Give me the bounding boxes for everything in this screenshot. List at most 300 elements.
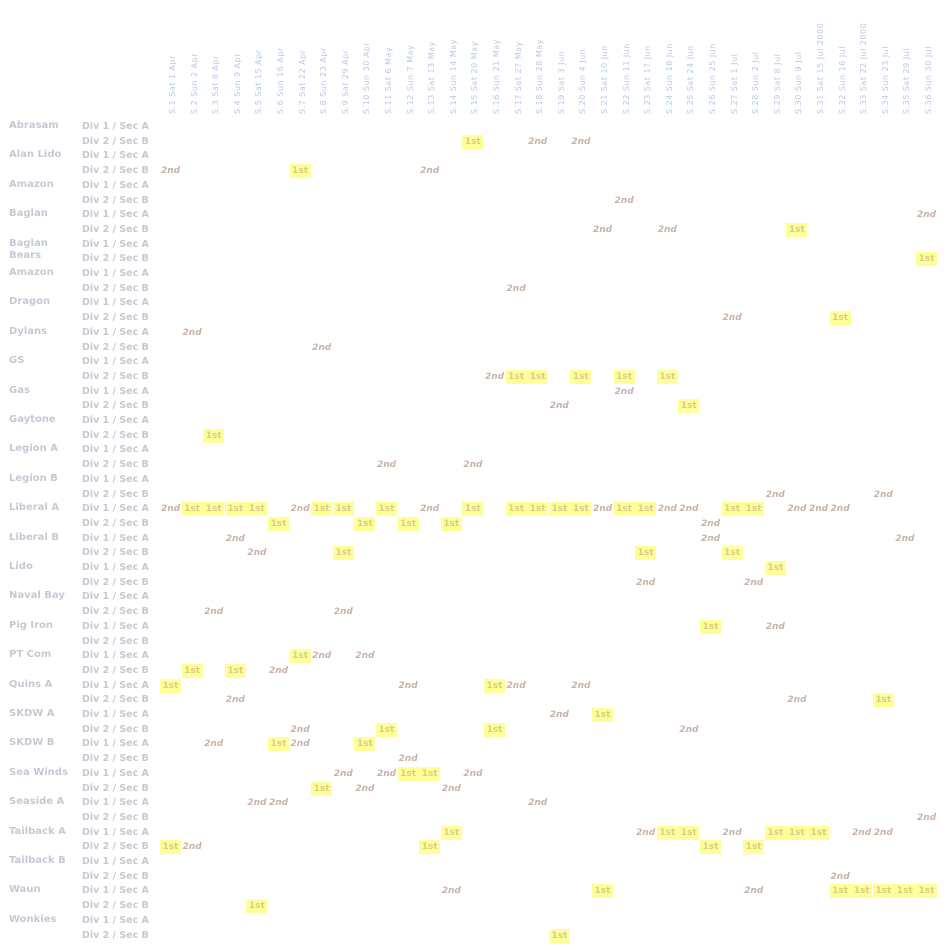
division-label: Div 1 / Sec A	[82, 444, 149, 456]
first-place-mark: 1st	[916, 884, 937, 898]
first-place-mark: 1st	[268, 517, 289, 531]
table-row	[0, 179, 945, 194]
division-label: Div 2 / Sec B	[82, 400, 149, 412]
second-place-mark: 2nd	[247, 798, 267, 809]
table-row	[0, 355, 945, 370]
team-name: Sea Winds	[9, 766, 68, 778]
second-place-mark: 2nd	[549, 710, 569, 720]
team-name: Abrasam	[9, 120, 59, 131]
first-place-mark: 1st	[592, 884, 613, 898]
division-label: Div 1 / Sec A	[82, 503, 149, 515]
column-header-5	[246, 0, 268, 114]
column-header-32	[830, 0, 852, 114]
table-row	[0, 120, 945, 135]
team-name: Amazon	[9, 267, 54, 278]
team-name: Quins A	[9, 678, 53, 690]
first-place-mark: 1st	[570, 370, 591, 384]
second-place-mark: 2nd	[376, 768, 397, 779]
division-label: Div 2 / Sec B	[82, 782, 149, 794]
division-label: Div 2 / Sec B	[82, 841, 149, 853]
first-place-mark: 1st	[246, 502, 267, 516]
column-label: S.27 Sat 1 Jul	[729, 53, 739, 114]
division-label: Div 2 / Sec B	[82, 664, 149, 676]
column-header-8	[311, 0, 333, 114]
column-header-33	[851, 0, 873, 114]
second-place-mark: 2nd	[355, 783, 375, 794]
first-place-mark: 1st	[765, 826, 786, 840]
first-place-mark: 1st	[225, 664, 246, 678]
second-place-mark: 2nd	[506, 283, 526, 294]
division-label: Div 1 / Sec A	[82, 532, 149, 544]
first-place-mark: 1st	[462, 502, 483, 516]
division-label: Div 1 / Sec A	[82, 767, 149, 779]
column-label: S.22 Sun 11 Jun	[621, 43, 631, 114]
team-name: GS	[9, 355, 25, 367]
table-row	[0, 767, 945, 782]
second-place-mark: 2nd	[830, 504, 850, 515]
second-place-mark: 2nd	[765, 489, 785, 500]
column-label: S.3 Sat 8 Apr	[211, 55, 221, 114]
table-row	[0, 370, 945, 385]
first-place-mark: 1st	[441, 517, 462, 531]
first-place-mark: 1st	[354, 517, 375, 531]
table-row	[0, 385, 945, 400]
second-place-mark: 2nd	[268, 798, 289, 809]
second-place-mark: 2nd	[376, 460, 397, 471]
team-name: Wonkies	[9, 913, 57, 925]
team-name: Tailback B	[9, 855, 66, 866]
column-header-20	[570, 0, 592, 114]
first-place-mark: 1st	[506, 502, 527, 516]
table-row	[0, 473, 945, 488]
division-label: Div 1 / Sec A	[82, 797, 149, 809]
division-label: Div 1 / Sec A	[82, 209, 149, 221]
column-header-21	[592, 0, 614, 114]
column-label: S.18 Sun 28 May	[535, 39, 545, 114]
first-place-mark: 1st	[419, 767, 440, 781]
first-place-mark: 1st	[722, 502, 743, 516]
second-place-mark: 2nd	[441, 886, 461, 897]
division-label: Div 2 / Sec B	[82, 753, 149, 765]
column-label: S.24 Sun 18 Jun	[664, 43, 674, 114]
second-place-mark: 2nd	[420, 166, 440, 177]
division-label: Div 1 / Sec A	[82, 591, 149, 603]
first-place-mark: 1st	[462, 135, 483, 149]
table-row	[0, 620, 945, 635]
division-label: Div 1 / Sec A	[82, 709, 149, 720]
first-place-mark: 1st	[203, 429, 224, 443]
column-header-4	[225, 0, 247, 114]
first-place-mark: 1st	[398, 767, 419, 781]
first-place-mark: 1st	[743, 840, 764, 854]
table-row	[0, 164, 945, 179]
table-row	[0, 546, 945, 561]
column-header-18	[527, 0, 549, 114]
first-place-mark: 1st	[765, 561, 786, 575]
second-place-mark: 2nd	[808, 504, 829, 515]
division-label: Div 1 / Sec A	[82, 562, 149, 573]
division-label: Div 2 / Sec B	[82, 370, 149, 382]
table-row	[0, 899, 945, 914]
second-place-mark: 2nd	[441, 783, 461, 794]
second-place-mark: 2nd	[268, 665, 289, 676]
column-label: S.33 Sat 22 Jul 2000	[859, 22, 869, 114]
column-label: S.36 Sun 30 Jul	[924, 46, 933, 114]
second-place-mark: 2nd	[398, 754, 418, 765]
column-header-22	[614, 0, 636, 114]
second-place-mark: 2nd	[636, 577, 656, 588]
second-place-mark: 2nd	[333, 607, 353, 618]
column-header-11	[376, 0, 398, 114]
team-name: Liberal A	[9, 502, 60, 514]
second-place-mark: 2nd	[463, 460, 483, 471]
division-label: Div 1 / Sec A	[82, 620, 149, 632]
first-place-mark: 1st	[549, 929, 570, 943]
second-place-mark: 2nd	[571, 680, 591, 691]
division-label: Div 1 / Sec A	[82, 650, 149, 662]
team-name: Tailback A	[9, 825, 66, 837]
second-place-mark: 2nd	[873, 489, 893, 500]
table-row	[0, 679, 945, 694]
table-row	[0, 208, 945, 223]
division-label: Div 1 / Sec A	[82, 415, 149, 426]
division-label: Div 2 / Sec B	[82, 341, 149, 353]
second-place-mark: 2nd	[895, 533, 915, 544]
column-header-14	[441, 0, 463, 114]
division-label: Div 2 / Sec B	[82, 900, 149, 912]
team-name: Alan Lido	[9, 149, 62, 161]
first-place-mark: 1st	[635, 502, 656, 516]
team-name: Baglan Bears	[9, 237, 48, 261]
first-place-mark: 1st	[592, 708, 613, 722]
table-row	[0, 488, 945, 503]
second-place-mark: 2nd	[873, 827, 893, 838]
column-label: S.25 Sat 24 Jun	[686, 45, 696, 114]
column-header-13	[419, 0, 441, 114]
team-name: Legion B	[9, 472, 58, 484]
column-header-31	[808, 0, 830, 114]
first-place-mark: 1st	[160, 679, 181, 693]
first-place-mark: 1st	[873, 884, 894, 898]
column-label: S.2 Sun 2 Apr	[189, 53, 199, 114]
table-row	[0, 341, 945, 356]
second-place-mark: 2nd	[160, 166, 181, 177]
second-place-mark: 2nd	[700, 533, 721, 544]
division-label: Div 1 / Sec A	[82, 856, 149, 867]
second-place-mark: 2nd	[744, 577, 764, 588]
column-label: S.11 Sat 6 May	[384, 46, 393, 114]
first-place-mark: 1st	[203, 502, 224, 516]
table-row	[0, 326, 945, 341]
division-label: Div 2 / Sec B	[82, 929, 149, 941]
table-row	[0, 737, 945, 752]
second-place-mark: 2nd	[528, 136, 548, 147]
first-place-mark: 1st	[160, 840, 181, 854]
column-header-28	[743, 0, 765, 114]
table-row	[0, 811, 945, 826]
table-row	[0, 605, 945, 620]
first-place-mark: 1st	[614, 370, 635, 384]
first-place-mark: 1st	[830, 311, 851, 325]
division-label: Div 2 / Sec B	[82, 165, 149, 177]
second-place-mark: 2nd	[506, 680, 526, 691]
column-label: S.31 Sat 15 Jul 2000	[816, 22, 825, 114]
division-label: Div 1 / Sec A	[82, 179, 149, 191]
team-name: Baglan	[9, 208, 48, 220]
second-place-mark: 2nd	[160, 504, 181, 515]
division-label: Div 2 / Sec B	[82, 253, 149, 265]
second-place-mark: 2nd	[528, 798, 548, 809]
team-name: SKDW A	[9, 708, 55, 719]
table-row	[0, 443, 945, 458]
second-place-mark: 2nd	[571, 136, 591, 147]
division-label: Div 2 / Sec B	[82, 870, 149, 882]
column-header-2	[182, 0, 204, 114]
column-label: S.12 Sun 7 May	[405, 44, 415, 114]
table-row	[0, 399, 945, 414]
table-row	[0, 149, 945, 164]
first-place-mark: 1st	[549, 502, 570, 516]
second-place-mark: 2nd	[290, 739, 310, 750]
second-place-mark: 2nd	[398, 680, 418, 691]
second-place-mark: 2nd	[916, 210, 937, 221]
table-row	[0, 296, 945, 311]
second-place-mark: 2nd	[484, 371, 505, 382]
team-name: Gaytone	[9, 414, 56, 425]
column-label: S.1 Sat 1 Apr	[168, 55, 177, 114]
column-header-24	[657, 0, 679, 114]
table-row	[0, 561, 945, 576]
second-place-mark: 2nd	[722, 313, 742, 324]
team-name: Waun	[9, 884, 41, 896]
column-label: S.26 Sun 25 Jun	[708, 43, 717, 114]
division-label: Div 2 / Sec B	[82, 517, 149, 529]
second-place-mark: 2nd	[657, 504, 677, 515]
table-row	[0, 414, 945, 429]
first-place-mark: 1st	[290, 649, 311, 663]
column-label: S.16 Sun 21 May	[492, 39, 501, 114]
first-place-mark: 1st	[246, 899, 267, 913]
second-place-mark: 2nd	[592, 504, 613, 515]
first-place-mark: 1st	[614, 502, 635, 516]
second-place-mark: 2nd	[420, 504, 440, 515]
team-name: Gas	[9, 384, 30, 396]
first-place-mark: 1st	[700, 840, 721, 854]
first-place-mark: 1st	[311, 502, 332, 516]
table-row	[0, 517, 945, 532]
division-label: Div 2 / Sec B	[82, 282, 149, 294]
table-row	[0, 223, 945, 238]
second-place-mark: 2nd	[290, 504, 310, 515]
division-label: Div 2 / Sec B	[82, 429, 149, 441]
first-place-mark: 1st	[527, 502, 548, 516]
team-name: Liberal B	[9, 531, 59, 543]
table-row	[0, 532, 945, 547]
first-place-mark: 1st	[635, 546, 656, 560]
column-label: S.28 Sun 2 Jul	[751, 51, 761, 114]
column-header-12	[398, 0, 420, 114]
division-label: Div 2 / Sec B	[82, 723, 149, 735]
first-place-mark: 1st	[376, 502, 397, 516]
team-name: SKDW B	[9, 737, 55, 749]
table-row	[0, 752, 945, 767]
team-name: PT Com	[9, 649, 52, 661]
table-row	[0, 693, 945, 708]
team-name: Legion A	[9, 443, 58, 455]
first-place-mark: 1st	[657, 826, 678, 840]
column-label: S.5 Sat 15 Apr	[254, 49, 264, 114]
column-header-10	[354, 0, 376, 114]
table-row	[0, 826, 945, 841]
second-place-mark: 2nd	[592, 224, 613, 235]
column-header-23	[635, 0, 657, 114]
first-place-mark: 1st	[484, 679, 505, 693]
first-place-mark: 1st	[419, 840, 440, 854]
column-header-17	[506, 0, 528, 114]
first-place-mark: 1st	[808, 826, 829, 840]
second-place-mark: 2nd	[916, 812, 937, 823]
column-header-29	[765, 0, 787, 114]
team-name: Dragon	[9, 296, 51, 308]
second-place-mark: 2nd	[549, 401, 569, 412]
division-label: Div 2 / Sec B	[82, 694, 149, 706]
column-header-19	[549, 0, 571, 114]
first-place-mark: 1st	[376, 723, 397, 737]
table-row	[0, 311, 945, 326]
table-row	[0, 708, 945, 723]
second-place-mark: 2nd	[225, 533, 245, 544]
column-label: S.34 Sun 23 Jul	[880, 46, 890, 114]
second-place-mark: 2nd	[657, 224, 677, 235]
division-label: Div 1 / Sec A	[82, 826, 149, 838]
table-row	[0, 884, 945, 899]
column-label: S.17 Sat 27 May	[513, 41, 523, 114]
first-place-mark: 1st	[182, 502, 203, 516]
second-place-mark: 2nd	[333, 768, 353, 779]
first-place-mark: 1st	[333, 546, 354, 560]
second-place-mark: 2nd	[290, 724, 310, 735]
table-row	[0, 282, 945, 297]
table-row	[0, 840, 945, 855]
team-name: Amazon	[9, 178, 54, 190]
table-row	[0, 502, 945, 517]
team-name: Seaside A	[9, 796, 65, 808]
second-place-mark: 2nd	[636, 827, 656, 838]
column-header-27	[722, 0, 744, 114]
second-place-mark: 2nd	[182, 842, 202, 853]
division-label: Div 1 / Sec A	[82, 473, 149, 485]
division-label: Div 2 / Sec B	[82, 811, 149, 823]
table-row	[0, 796, 945, 811]
division-label: Div 2 / Sec B	[82, 223, 149, 235]
division-label: Div 2 / Sec B	[82, 312, 149, 324]
team-name: Naval Bay	[9, 590, 65, 602]
table-row	[0, 458, 945, 473]
first-place-mark: 1st	[570, 502, 591, 516]
division-label: Div 1 / Sec A	[82, 679, 149, 691]
column-header-26	[700, 0, 722, 114]
first-place-mark: 1st	[678, 399, 699, 413]
column-header-16	[484, 0, 506, 114]
table-row	[0, 649, 945, 664]
column-header-9	[333, 0, 355, 114]
team-name: Lido	[9, 561, 33, 572]
first-place-mark: 1st	[786, 223, 807, 237]
column-label: S.6 Sun 16 Apr	[276, 47, 285, 114]
first-place-mark: 1st	[657, 370, 678, 384]
second-place-mark: 2nd	[765, 621, 785, 632]
division-label: Div 1 / Sec A	[82, 385, 149, 397]
table-row	[0, 870, 945, 885]
column-label: S.32 Sun 16 Jul	[837, 46, 847, 114]
second-place-mark: 2nd	[614, 195, 634, 206]
column-header	[0, 0, 945, 118]
column-label: S.9 Sat 29 Apr	[340, 49, 350, 114]
column-header-15	[462, 0, 484, 114]
division-label: Div 1 / Sec A	[82, 268, 149, 279]
table-row	[0, 590, 945, 605]
first-place-mark: 1st	[830, 884, 851, 898]
team-name: Dylans	[9, 325, 48, 337]
division-label: Div 2 / Sec B	[82, 194, 149, 206]
table-row	[0, 914, 945, 929]
table-row	[0, 267, 945, 282]
first-place-mark: 1st	[290, 164, 311, 178]
first-place-mark: 1st	[398, 517, 419, 531]
second-place-mark: 2nd	[852, 827, 872, 838]
division-label: Div 1 / Sec A	[82, 150, 149, 162]
first-place-mark: 1st	[484, 723, 505, 737]
column-header-36	[916, 0, 938, 114]
column-label: S.4 Sun 9 Apr	[232, 53, 242, 114]
column-label: S.35 Sat 29 Jul	[902, 48, 912, 114]
table-row	[0, 782, 945, 797]
division-label: Div 2 / Sec B	[82, 635, 149, 647]
table-row	[0, 135, 945, 150]
first-place-mark: 1st	[916, 252, 937, 266]
division-label: Div 1 / Sec A	[82, 914, 149, 926]
second-place-mark: 2nd	[204, 607, 224, 618]
second-place-mark: 2nd	[312, 342, 332, 353]
table-row	[0, 664, 945, 679]
column-label: S.21 Sat 10 Jun	[600, 45, 609, 114]
first-place-mark: 1st	[506, 370, 527, 384]
column-header-6	[268, 0, 290, 114]
division-label: Div 1 / Sec A	[82, 356, 149, 368]
first-place-mark: 1st	[311, 782, 332, 796]
division-label: Div 1 / Sec A	[82, 738, 149, 750]
column-label: S.8 Sun 23 Apr	[319, 47, 329, 114]
second-place-mark: 2nd	[312, 651, 332, 662]
column-header-7	[290, 0, 312, 114]
division-label: Div 1 / Sec A	[82, 121, 149, 132]
division-label: Div 1 / Sec A	[82, 326, 149, 338]
division-label: Div 2 / Sec B	[82, 606, 149, 618]
first-place-mark: 1st	[722, 546, 743, 560]
second-place-mark: 2nd	[787, 504, 807, 515]
second-place-mark: 2nd	[614, 386, 634, 397]
second-place-mark: 2nd	[679, 504, 699, 515]
second-place-mark: 2nd	[355, 651, 375, 662]
column-label: S.14 Sun 14 May	[448, 39, 458, 114]
second-place-mark: 2nd	[679, 724, 699, 735]
table-row	[0, 576, 945, 591]
column-label: S.10 Sun 30 Apr	[362, 41, 372, 114]
second-place-mark: 2nd	[247, 548, 267, 559]
column-header-34	[873, 0, 895, 114]
column-label: S.29 Sat 8 Jul	[772, 53, 782, 114]
first-place-mark: 1st	[700, 620, 721, 634]
